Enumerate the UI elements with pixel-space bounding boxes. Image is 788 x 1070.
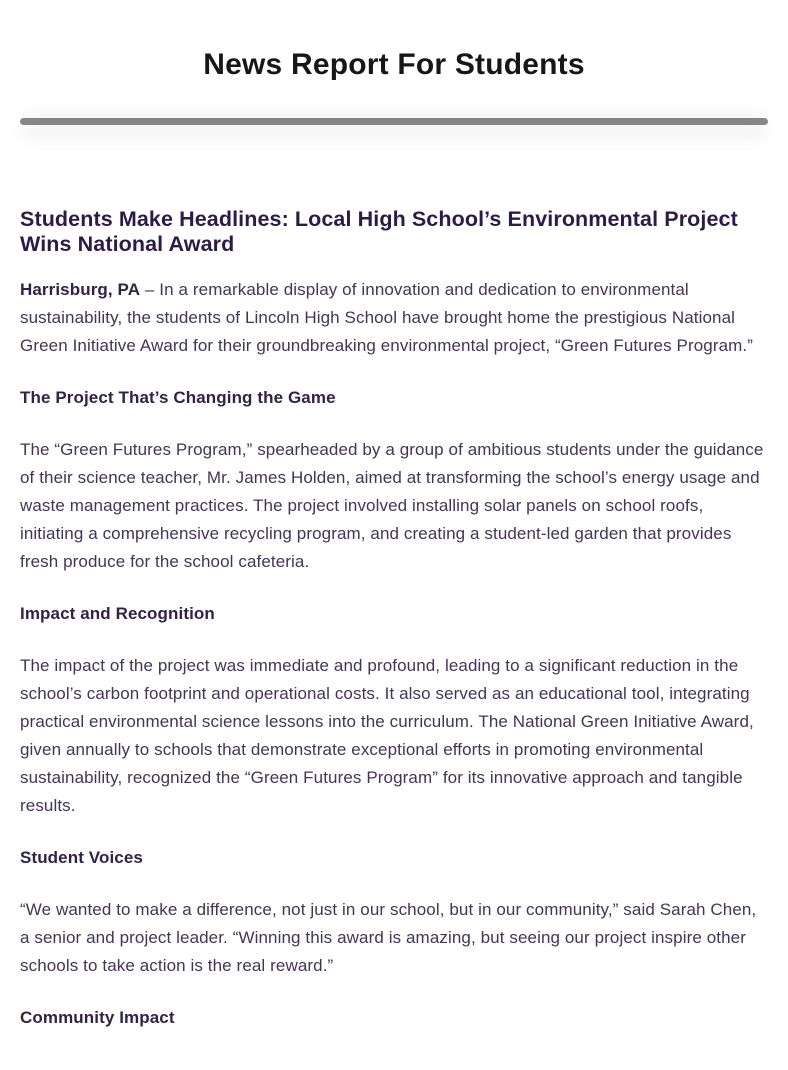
dateline: Harrisburg, PA (20, 280, 141, 299)
subhead-project-label: The Project That’s Changing the Game (20, 388, 336, 407)
subhead-community (20, 1004, 768, 1032)
paragraph-project: The “Green Futures Program,” spearheaded by a group of ambitious students under the guidance of their science teacher, Mr. James Holden, aimed at transforming the school’s energy usage and waste management practices. The project involved installing solar panels on school roofs, initiating a comprehensive recycling program, and creating a student-led garden that provides fresh produce for the school cafeteria. (20, 440, 764, 571)
subhead-voices-label: Student Voices (20, 848, 143, 867)
subhead-impact-label: Impact and Recognition (20, 604, 215, 623)
page-header (20, 46, 768, 125)
paragraph-voices: “We wanted to make a difference, not just in our school, but in our community,” said Sarah Chen, a senior and project leader. “Winning this award is amazing, but seeing our project inspire other schools to take action is the real reward.” (20, 900, 757, 975)
subhead-voices (20, 844, 768, 872)
article-page (0, 46, 788, 1070)
lead-paragraph (20, 276, 768, 360)
paragraph-impact: The impact of the project was immediate and profound, leading to a significant reduction in the school’s carbon footprint and operational costs. It also served as an educational tool, integrating practical environmental science lessons into the curriculum. The National Green Initiative Award, given annually to schools that demonstrate exceptional efforts in promoting environmental sustainability, recognized the “Green Futures Program” for its innovative approach and tangible results. (20, 656, 754, 815)
page-title: News Report For Students (203, 48, 585, 81)
article-headline: Students Make Headlines: Local High School’s Environmental Project Wins National Award (20, 207, 738, 256)
article-body (20, 207, 768, 1032)
subhead-community-label: Community Impact (20, 1008, 175, 1027)
subhead-project (20, 384, 768, 412)
divider (20, 118, 768, 125)
subhead-impact (20, 600, 768, 628)
lead-text: – In a remarkable display of innovation and dedication to environmental sustainability, the students of Lincoln High School have brought home the prestigious National Green Initiative Award for their groundbreaking environmental project, “Green Futures Program.” (20, 280, 753, 355)
